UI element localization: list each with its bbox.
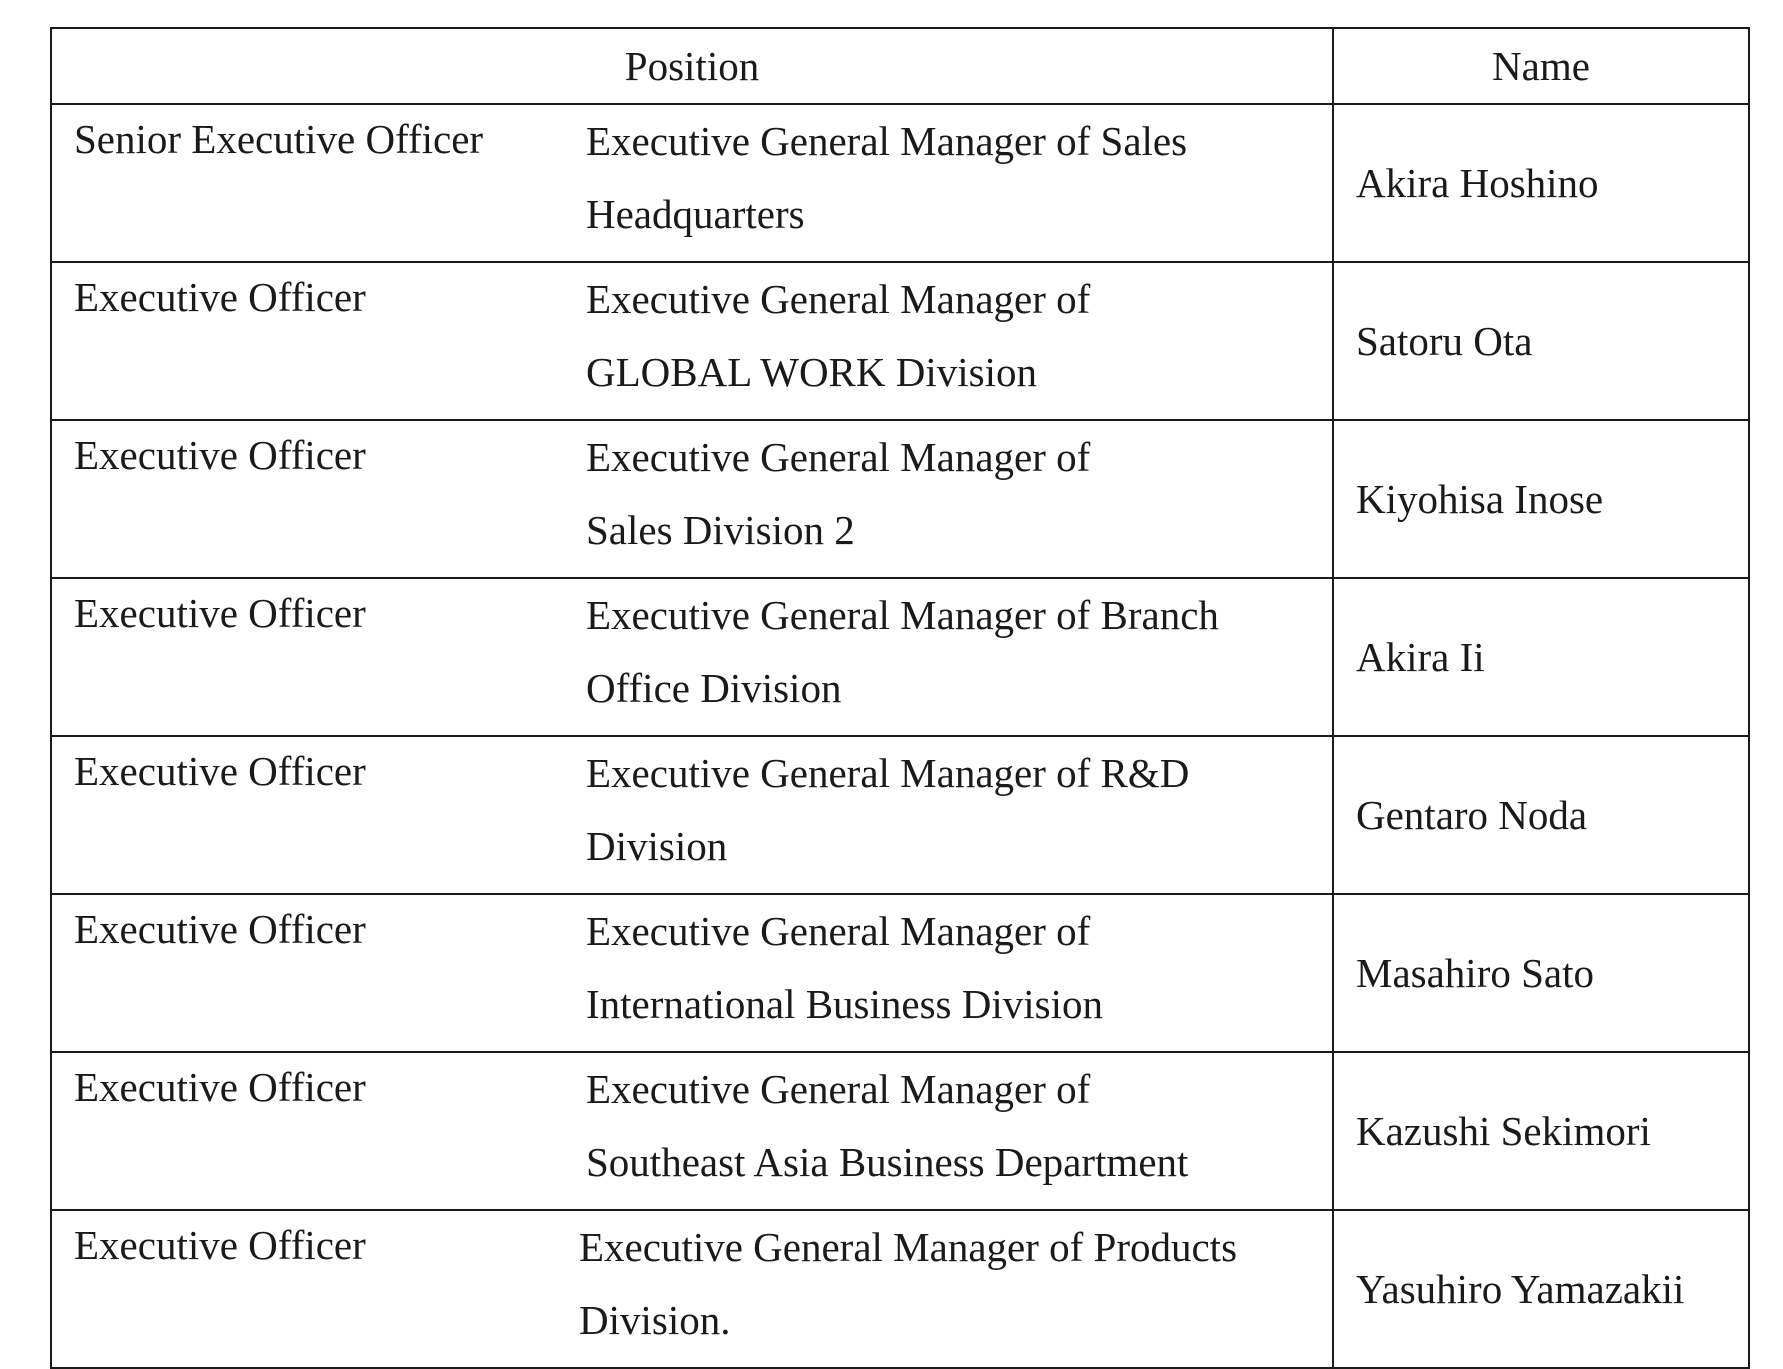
officer-role-line: International Business Division <box>586 981 1104 1027</box>
officer-role-line: Division. <box>579 1297 731 1343</box>
officer-role-text <box>586 579 1312 725</box>
officer-role-text <box>586 895 1312 1041</box>
officer-name: Satoru Ota <box>1333 262 1749 420</box>
header-name: Name <box>1333 28 1749 104</box>
officer-role-text <box>586 1053 1312 1199</box>
officer-role-line: Executive General Manager of <box>586 276 1091 322</box>
table-row <box>51 894 1749 1052</box>
table-row <box>51 104 1749 262</box>
officer-role-line: Executive General Manager of Sales <box>586 118 1188 164</box>
officer-role-text <box>586 737 1312 883</box>
officer-role-line: Executive General Manager of <box>586 1066 1091 1112</box>
officer-title: Executive Officer <box>51 1210 586 1368</box>
officer-title: Executive Officer <box>51 420 586 578</box>
officer-name: Yasuhiro Yamazakii <box>1333 1210 1749 1368</box>
officer-role-text <box>579 1211 1312 1357</box>
officers-table <box>50 27 1750 1369</box>
officer-role-text <box>586 105 1312 251</box>
officer-role-line: Office Division <box>586 665 842 711</box>
officer-name: Gentaro Noda <box>1333 736 1749 894</box>
officer-name: Akira Ii <box>1333 578 1749 736</box>
officer-name: Kiyohisa Inose <box>1333 420 1749 578</box>
officer-title: Executive Officer <box>51 578 586 736</box>
officer-role <box>586 1052 1333 1210</box>
table-row <box>51 736 1749 894</box>
officer-role-line: GLOBAL WORK Division <box>586 349 1037 395</box>
officer-name: Akira Hoshino <box>1333 104 1749 262</box>
officer-role-text <box>586 421 1312 567</box>
officer-role-text <box>586 263 1312 409</box>
officer-role-line: Executive General Manager of Products <box>579 1224 1238 1270</box>
officer-role <box>586 104 1333 262</box>
officer-title: Executive Officer <box>51 894 586 1052</box>
header-row <box>51 28 1749 104</box>
officer-role <box>586 894 1333 1052</box>
officer-title: Executive Officer <box>51 262 586 420</box>
officer-role-line: Executive General Manager of <box>586 908 1091 954</box>
officer-title: Senior Executive Officer <box>51 104 586 262</box>
officer-name: Masahiro Sato <box>1333 894 1749 1052</box>
header-position: Position <box>51 28 1333 104</box>
officer-name: Kazushi Sekimori <box>1333 1052 1749 1210</box>
table-row <box>51 420 1749 578</box>
officer-role-line: Headquarters <box>586 191 805 237</box>
officer-role <box>579 1210 1333 1368</box>
officer-role-line: Executive General Manager of <box>586 434 1091 480</box>
table-row <box>51 1210 1749 1368</box>
officer-role-line: Southeast Asia Business Department <box>586 1139 1189 1185</box>
officers-table-container <box>50 27 1750 1369</box>
officer-role <box>586 578 1333 736</box>
officer-title: Executive Officer <box>51 736 586 894</box>
officer-role-line: Sales Division 2 <box>586 507 855 553</box>
officer-role-line: Division <box>586 823 728 869</box>
table-body <box>51 104 1749 1368</box>
officer-role-line: Executive General Manager of Branch <box>586 592 1219 638</box>
table-row <box>51 262 1749 420</box>
table-row <box>51 578 1749 736</box>
officer-role-line: Executive General Manager of R&D <box>586 750 1190 796</box>
table-row <box>51 1052 1749 1210</box>
officer-title: Executive Officer <box>51 1052 586 1210</box>
officer-role <box>586 736 1333 894</box>
officer-role <box>586 420 1333 578</box>
officer-role <box>586 262 1333 420</box>
